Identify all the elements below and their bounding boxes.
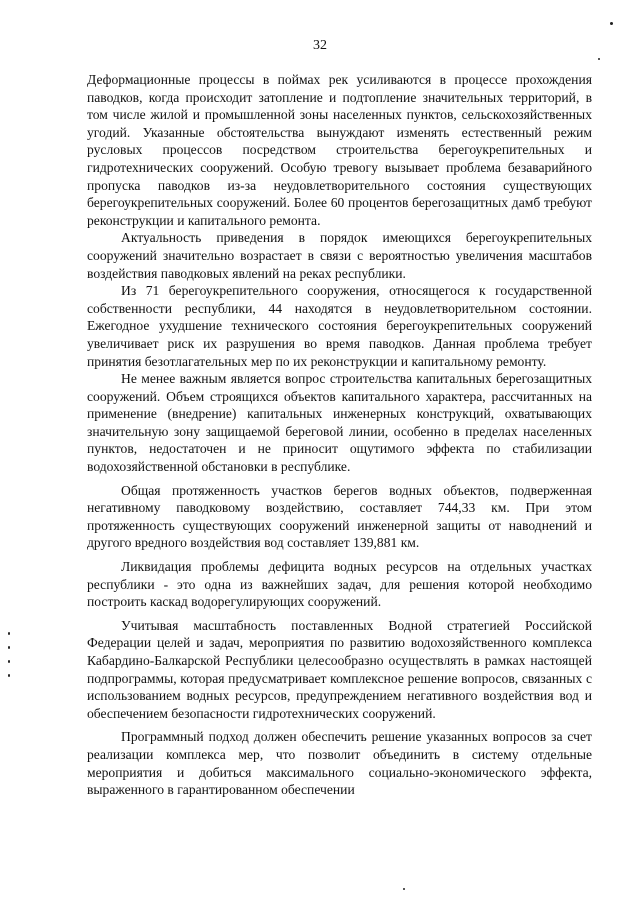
paragraph-4: Не менее важным является вопрос строительства капитальных берегозащитных сооружений. Объем строящихся объектов капитального характера, рассчитанных на применение (внедрение) капитальных инженерных конструкций, охватывающих значительную зону защищаемой береговой линии, особенно в пределах населенных пунктов, недостаточен и не приносит ощутимого эффекта по стабилизации водохозяйственной обстановки в республике. xyxy=(87,371,592,475)
document-body xyxy=(87,71,592,799)
paragraph-6: Ликвидация проблемы дефицита водных ресурсов на отдельных участках республики - это одна из важнейших задач, для решения которой необходимо построить каскад водорегулирующих сооружений. xyxy=(87,559,592,610)
scan-speck xyxy=(8,674,10,677)
paragraph-2: Актуальность приведения в порядок имеющихся берегоукрепительных сооружений значительно возрастает в связи с вероятностью увеличения масштабов воздействия паводковых явлений на реках республики. xyxy=(87,230,592,281)
paragraph-3: Из 71 берегоукрепительного сооружения, относящегося к государственной собственности республики, 44 находятся в неудовлетворительном состоянии. Ежегодное ухудшение технического состояния берегоукрепительных сооружений увеличивает риск их разрушения во время паводков. Данная проблема требует принятия безотлагательных мер по их реконструкции и капитальному ремонту. xyxy=(87,283,592,369)
page-number: 32 xyxy=(313,38,327,53)
scan-speck xyxy=(403,888,405,890)
paragraph-1: Деформационные процессы в поймах рек усиливаются в процессе прохождения паводков, когда происходит затопление и подтопление значительных территорий, в том числе жилой и промышленной зоны населенных пунктов, сельскохозяйственных угодий. Указанные обстоятельства вынуждают изменять естественный режим русловых процессов посредством строительства берегоукрепительных и гидротехнических сооружений. Особую тревогу вызывает проблема безаварийного пропуска паводков из-за неудовлетворительного состояния существующих берегоукрепительных сооружений. Более 60 процентов берегозащитных дамб требуют реконструкции и капитального ремонта. xyxy=(87,72,592,228)
paragraph-8: Программный подход должен обеспечить решение указанных вопросов за счет реализации комплекса мер, что позволит объединить в систему отдельные мероприятия и добиться максимального социально-экономического эффекта, выраженного в гарантированном обеспечении xyxy=(87,729,592,798)
scan-speck xyxy=(8,660,10,663)
paragraph-7: Учитывая масштабность поставленных Водной стратегией Российской Федерации целей и задач, мероприятия по развитию водохозяйственного комплекса Кабардино-Балкарской Республики целесообразно осуществлять в рамках настоящей подпрограммы, которая предусматривает комплексное решение вопросов, связанных с использованием водных ресурсов, предупреждением негативного воздействия вод и обеспечением безопасности гидротехнических сооружений. xyxy=(87,617,592,721)
scan-speck xyxy=(610,22,613,25)
scan-speck xyxy=(8,646,10,649)
scan-speck xyxy=(598,58,600,60)
scan-speck xyxy=(8,632,10,635)
paragraph-5: Общая протяженность участков берегов водных объектов, подверженная негативному паводковому воздействию, составляет 744,33 км. При этом протяженность существующих сооружений инженерной защиты от наводнений и другого вредного воздействия вод составляет 139,881 км. xyxy=(87,482,592,551)
